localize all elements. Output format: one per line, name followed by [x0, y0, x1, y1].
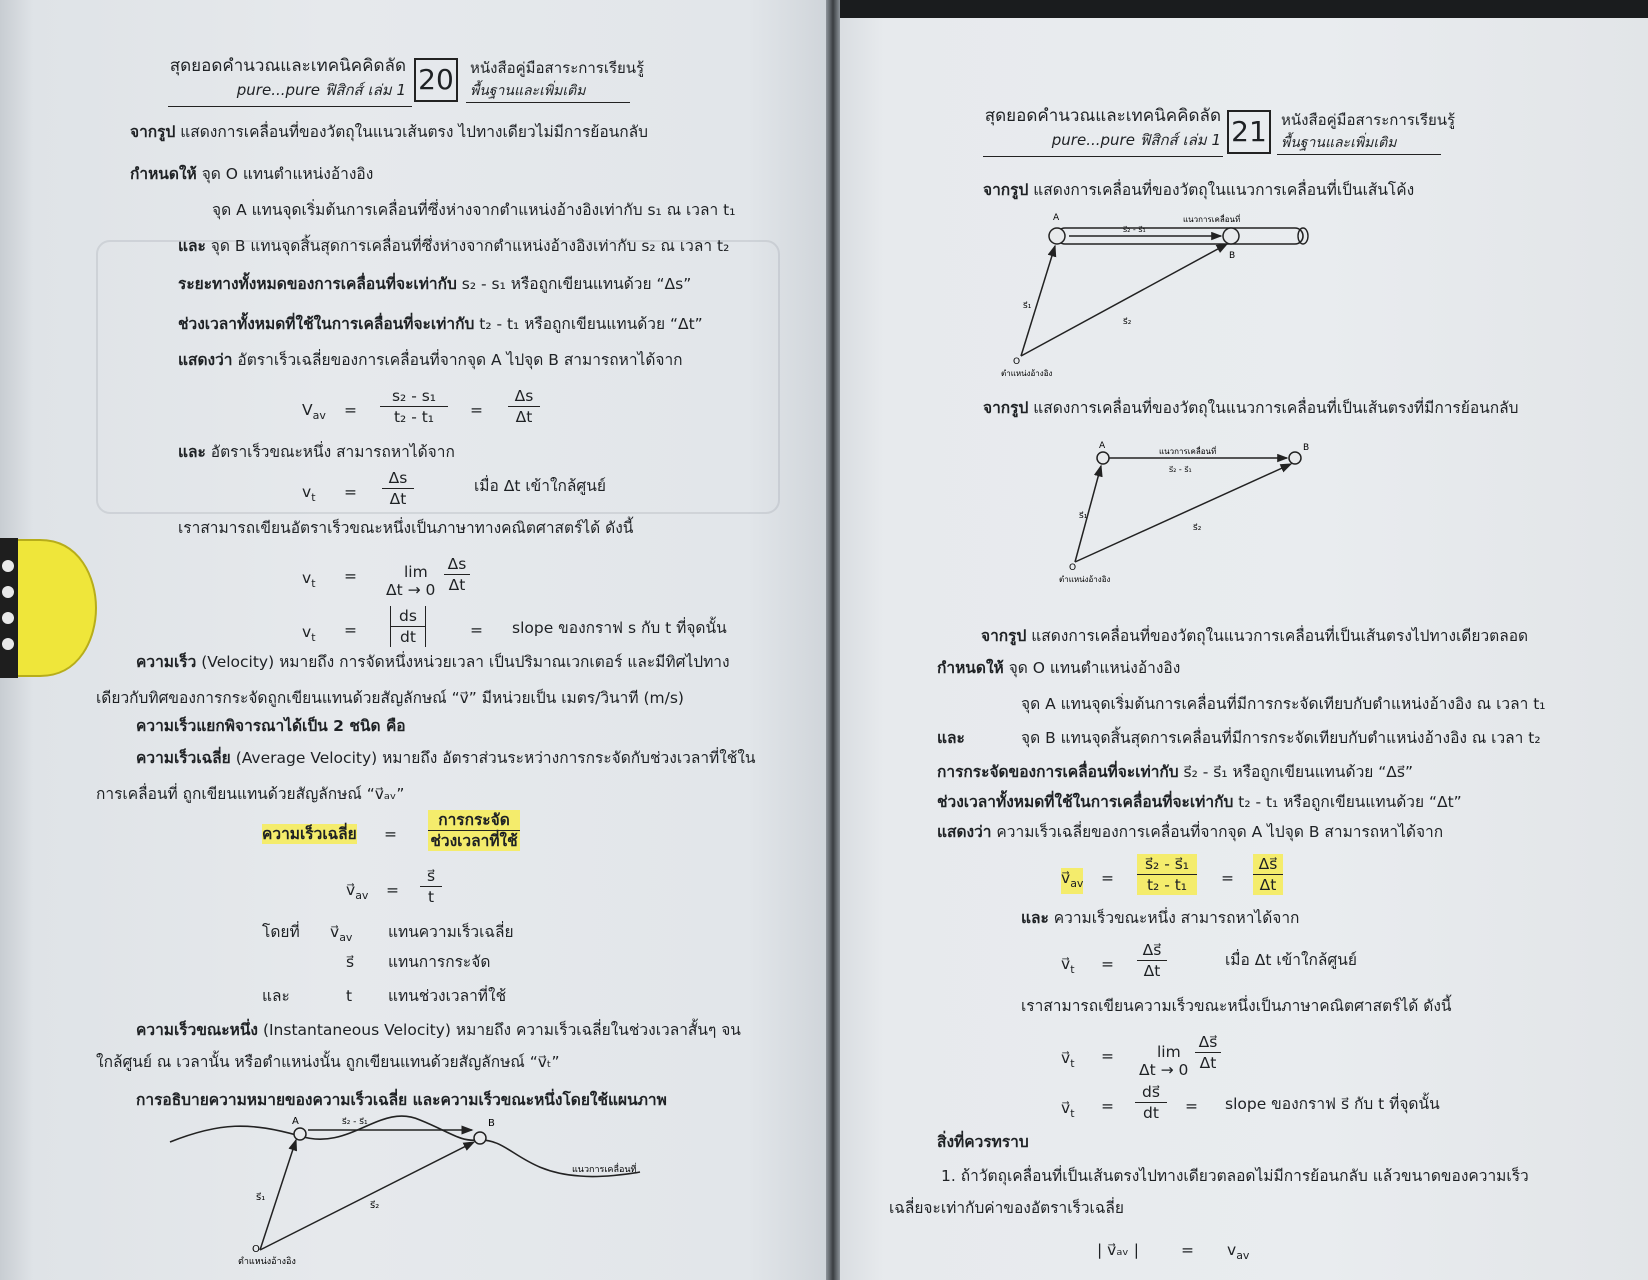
slope-text: slope ของกราฟ s⃗ กับ t ที่จุดนั้น — [1225, 1095, 1440, 1113]
equals-sign: = — [1101, 1047, 1114, 1065]
text-run: เราสามารถเขียนอัตราเร็วขณะหนึ่งเป็นภาษาทางคณิตศาสตร์ได้ ดังนี้ — [178, 519, 634, 537]
point-b — [474, 1132, 486, 1144]
equals-sign: = — [344, 567, 357, 585]
label-s2: s⃗₂ — [370, 1200, 380, 1211]
equals-sign: = — [470, 401, 483, 419]
text-line — [1021, 694, 1546, 714]
label-reference: ตำแหน่งอ้างอิง — [1059, 575, 1111, 584]
lim-subscript: Δt → 0 — [1139, 1061, 1189, 1079]
text-run: จุด A แทนจุดเริ่มต้นการเคลื่อนที่ซึ่งห่างจากตำแหน่งอ้างอิงเท่ากับ s₁ ณ เวลา t₁ — [212, 201, 736, 219]
header-rule-left — [983, 156, 1223, 157]
vt-vector: $v⃗_t$ — [1061, 1049, 1075, 1070]
label-s1: s⃗₁ — [256, 1192, 266, 1203]
lim-word: lim — [404, 563, 428, 581]
text-line — [1021, 728, 1541, 748]
point-a — [1097, 452, 1109, 464]
header-rule-left — [168, 106, 412, 107]
label-path: แนวการเคลื่อนที่ — [572, 1165, 637, 1175]
text-line — [1021, 996, 1452, 1016]
point-a — [1049, 228, 1065, 244]
vav-vector: $v⃗_{av}$ — [1061, 868, 1083, 894]
bold-run: และ — [178, 237, 206, 255]
caption-curved — [983, 180, 1414, 200]
label-s2-s1: s⃗₂ - s⃗₁ — [342, 1117, 368, 1127]
fraction-ds-dt: $\frac{\Delta s}{\Delta t}$ — [508, 386, 540, 427]
equals-sign: = — [384, 825, 397, 843]
text-run: แสดงการเคลื่อนที่ของวัตถุในแนวการเคลื่อนที่เป็นเส้นโค้ง — [1028, 181, 1415, 199]
abs-vav: | v⃗ₐᵥ | — [1097, 1241, 1140, 1259]
text-run: เดียวกับทิศของการกระจัดถูกเขียนแทนด้วยสัญลักษณ์ “v⃗” มีหน่วยเป็น เมตร/วินาที (m/s) — [96, 689, 684, 707]
bold-run: จากรูป — [983, 399, 1029, 417]
label-s1: s⃗₁ — [1023, 301, 1032, 311]
bold-run: ความเร็วเฉลี่ย — [136, 749, 231, 767]
text-run: จุด O แทนตำแหน่งอ้างอิง — [196, 165, 374, 183]
curved-path-diagram — [160, 1112, 680, 1267]
text-run: (Average Velocity) หมายถึง อัตราส่วนระหว่างการกระจัดกับช่วงเวลาที่ใช้ใน — [230, 749, 756, 767]
book-gutter — [826, 0, 840, 1280]
displacement-over-time: การกระจัด ช่วงเวลาที่ใช้ — [428, 810, 520, 851]
bold-run: การกระจัดของการเคลื่อนที่จะเท่ากับ — [937, 763, 1179, 781]
text-line — [937, 762, 1413, 782]
bold-run: แสดงว่า — [178, 351, 233, 369]
text-run: s⃗₂ - s⃗₁ หรือถูกเขียนแทนด้วย “Δs⃗” — [1178, 763, 1414, 781]
fraction-s-over-t: $\frac{s⃗}{t}$ — [420, 866, 442, 907]
equals-sign: = — [1221, 869, 1234, 887]
curved-tube-diagram — [1001, 198, 1385, 388]
binder-clip — [0, 538, 96, 678]
text-run: ความเร็วเฉลี่ยของการเคลื่อนที่จากจุด A ไปจุด B สามารถหาได้จาก — [991, 823, 1444, 841]
straight-reverse-diagram — [1059, 441, 1399, 592]
text-run: จุด B แทนจุดสิ้นสุดการเคลื่อนที่ซึ่งห่างจากตำแหน่งอ้างอิงเท่ากับ s₂ ณ เวลา t₂ — [205, 237, 730, 255]
fraction-ds-dt: $\frac{\Delta s⃗}{\Delta t}$ — [1137, 940, 1167, 981]
header-book-sub: พื้นฐานและเพิ่มเติม — [1281, 135, 1397, 151]
bold-run: จากรูป — [130, 123, 176, 141]
and-label: และ — [262, 987, 290, 1005]
text-run: แสดงการเคลื่อนที่ของวัตถุในแนวการเคลื่อนที่เป็นเส้นตรงที่มีการย้อนกลับ — [1028, 399, 1519, 417]
label-a: A — [1099, 441, 1106, 451]
caption-straight — [981, 626, 1528, 646]
text-line — [889, 1198, 1124, 1218]
text-line — [212, 200, 735, 220]
point-b — [1289, 452, 1301, 464]
bold-run: จากรูป — [983, 181, 1029, 199]
label-a: A — [292, 1116, 299, 1127]
label-o: O — [252, 1244, 260, 1255]
text-run: การเคลื่อนที่ ถูกเขียนแทนด้วยสัญลักษณ์ “v⃗ₐᵥ” — [96, 785, 405, 803]
t-symbol: t — [346, 987, 353, 1005]
label-reference: ตำแหน่งอ้างอิง — [238, 1257, 296, 1267]
text-run: เฉลี่ยจะเท่ากับค่าของอัตราเร็วเฉลี่ย — [889, 1199, 1124, 1217]
text-line — [96, 784, 404, 804]
label-s2: s⃗₂ — [1123, 317, 1132, 327]
bold-run: ระยะทางทั้งหมดของการเคลื่อนที่จะเท่ากับ — [178, 275, 457, 293]
vt-symbol: $v_t$ — [302, 569, 316, 590]
bold-run: และ — [937, 729, 965, 747]
bold-run: ความเร็ว — [136, 653, 197, 671]
vav-symbol: $V_{av}$ — [302, 401, 326, 422]
text-run: (Velocity) หมายถึง การจัดหนึ่งหน่วยเวลา เป็นปริมาณเวกเตอร์ และมีทิศไปทาง — [196, 653, 730, 671]
label-b: B — [1229, 251, 1236, 261]
text-line — [96, 688, 684, 708]
equals-sign: = — [344, 483, 357, 501]
motion-path — [170, 1116, 640, 1177]
text-line — [130, 164, 373, 184]
text-line — [178, 314, 703, 334]
vt-symbol: $v_t$ — [302, 483, 316, 504]
text-run: เราสามารถเขียนความเร็วขณะหนึ่งเป็นภาษาคณิตศาสตร์ได้ ดังนี้ — [1021, 997, 1452, 1015]
header-title: สุดยอดคำนวณและเทคนิคคิดลัด — [984, 106, 1221, 126]
equals-sign: = — [344, 401, 357, 419]
text-run: จุด A แทนจุดเริ่มต้นการเคลื่อนที่มีการกระจัดเทียบกับตำแหน่งอ้างอิง ณ เวลา t₁ — [1021, 695, 1546, 713]
text-run: s₂ - s₁ หรือถูกเขียนแทนด้วย “Δs” — [456, 275, 692, 293]
bold-run: การอธิบายความหมายของความเร็วเฉลี่ย และความเร็วขณะหนึ่งโดยใช้แผนภาพ — [136, 1091, 667, 1109]
text-run: (Instantaneous Velocity) หมายถึง ความเร็วเฉลี่ยในช่วงเวลาสั้นๆ จน — [258, 1021, 741, 1039]
text-line — [178, 442, 455, 462]
bold-run: ความเร็วแยกพิจารณาได้เป็น 2 ชนิด คือ — [136, 717, 406, 735]
header-subtitle: pure...pure ฟิสิกส์ เล่ม 1 — [236, 81, 406, 99]
text-line — [937, 792, 1462, 812]
text-run: จุด B แทนจุดสิ้นสุดการเคลื่อนที่มีการกระจัดเทียบกับตำแหน่งอ้างอิง ณ เวลา t₂ — [1021, 729, 1541, 747]
bold-run: จากรูป — [981, 627, 1027, 645]
text-line — [178, 236, 729, 256]
text-run: อัตราเร็วขณะหนึ่ง สามารถหาได้จาก — [205, 443, 455, 461]
header-title: สุดยอดคำนวณและเทคนิคคิดลัด — [169, 56, 406, 76]
text-line — [130, 122, 648, 142]
def-t: แทนช่วงเวลาที่ใช้ — [388, 987, 507, 1005]
equals-sign: = — [1185, 1097, 1198, 1115]
text-line — [136, 716, 406, 736]
header-book: หนังสือคู่มือสาระการเรียนรู้ — [470, 59, 645, 77]
equals-sign: = — [470, 621, 483, 639]
vav-scalar: $v_{av}$ — [1227, 1241, 1250, 1262]
text-run: จุด O แทนตำแหน่งอ้างอิง — [1003, 659, 1181, 677]
label-b: B — [1303, 443, 1310, 453]
right-page — [835, 18, 1648, 1280]
point-a — [294, 1128, 306, 1140]
equals-sign: = — [1101, 869, 1114, 887]
bold-run: กำหนดให้ — [937, 659, 1004, 677]
bold-run: แสดงว่า — [937, 823, 992, 841]
equals-sign: = — [1101, 955, 1114, 973]
equals-sign: = — [344, 621, 357, 639]
vt-symbol: $v_t$ — [302, 623, 316, 644]
def-vav: แทนความเร็วเฉลี่ย — [388, 923, 514, 941]
label-s2-s1: s⃗₂ - s⃗₁ — [1123, 225, 1146, 234]
equals-sign: = — [386, 881, 399, 899]
text-run: t₂ - t₁ หรือถูกเขียนแทนด้วย “Δt” — [1233, 793, 1462, 811]
label-o: O — [1013, 357, 1021, 367]
vector-s2 — [260, 1142, 474, 1250]
vt-vector: $v⃗_t$ — [1061, 1099, 1075, 1120]
when-dt-zero: เมื่อ Δt เข้าใกล้ศูนย์ — [1225, 951, 1357, 969]
text-line — [937, 728, 965, 748]
avg-velocity-label: ความเร็วเฉลี่ย — [262, 825, 357, 843]
header-rule-right — [1277, 154, 1441, 155]
text-line — [178, 518, 633, 538]
vt-vector: $v⃗_t$ — [1061, 955, 1075, 976]
slope-text: slope ของกราฟ s กับ t ที่จุดนั้น — [512, 619, 727, 637]
fraction-s-over-t: $\frac{\text{s₂ - s₁}}{\text{t₂ - t₁}}$ — [380, 386, 448, 427]
bold-run: สิ่งที่ควรทราบ — [937, 1133, 1029, 1151]
text-run: 1. ถ้าวัตถุเคลื่อนที่เป็นเส้นตรงไปทางเดียวตลอดไม่มีการย้อนกลับ แล้วขนาดของความเร็ว — [941, 1167, 1529, 1185]
bold-run: และ — [1021, 909, 1049, 927]
page-number: 21 — [1227, 110, 1271, 154]
point-b — [1223, 228, 1239, 244]
fraction-ds-dt: $\frac{ds⃗}{dt}$ — [1135, 1082, 1167, 1123]
section-heading — [937, 1132, 1029, 1152]
lim-word: lim — [1157, 1043, 1181, 1061]
text-run: แสดงการเคลื่อนที่ของวัตถุในแนวการเคลื่อนที่เป็นเส้นตรงไปทางเดียวตลอด — [1026, 627, 1529, 645]
label-reference: ตำแหน่งอ้างอิง — [1001, 369, 1053, 378]
abs-fraction-ds-dt: $\frac{ds}{dt}$ — [390, 606, 426, 647]
text-line — [136, 1020, 741, 1040]
text-line — [937, 822, 1443, 842]
fraction-s-over-t: $\frac{\text{s⃗₂ - s⃗₁}}{\text{t₂ - t₁}}$ — [1137, 854, 1197, 895]
fraction-ds-dt: $\frac{\Delta s}{\Delta t}$ — [382, 468, 414, 509]
text-line — [178, 274, 691, 294]
vav-vector: $v⃗_{av}$ — [330, 923, 353, 944]
bold-run: กำหนดให้ — [130, 165, 197, 183]
fraction-ds-dt: $\frac{\Delta s⃗}{\Delta t}$ — [1195, 1032, 1221, 1073]
bold-run: ช่วงเวลาทั้งหมดที่ใช้ในการเคลื่อนที่จะเท่ากับ — [178, 315, 475, 333]
fraction-ds-dt: $\frac{\Delta s}{\Delta t}$ — [444, 554, 470, 595]
text-run: แสดงการเคลื่อนที่ของวัตถุในแนวเส้นตรง ไปทางเดียวไม่มีการย้อนกลับ — [175, 123, 649, 141]
label-s1: s⃗₁ — [1079, 511, 1088, 521]
equals-sign: = — [1181, 1241, 1194, 1259]
caption-reverse — [983, 398, 1518, 418]
header-subtitle: pure...pure ฟิสิกส์ เล่ม 1 — [1051, 131, 1221, 149]
text-line — [1021, 908, 1299, 928]
vector-s1 — [260, 1140, 296, 1250]
text-run: ใกล้ศูนย์ ณ เวลานั้น หรือตำแหน่งนั้น ถูกเขียนแทนด้วยสัญลักษณ์ “v⃗ₜ” — [96, 1053, 560, 1071]
page-number: 20 — [414, 58, 458, 102]
text-run: t₂ - t₁ หรือถูกเขียนแทนด้วย “Δt” — [474, 315, 703, 333]
text-line — [96, 1052, 560, 1072]
bold-run: ความเร็วขณะหนึ่ง — [136, 1021, 259, 1039]
text-line — [937, 658, 1180, 678]
text-line — [178, 350, 683, 370]
text-run: ความเร็วขณะหนึ่ง สามารถหาได้จาก — [1048, 909, 1300, 927]
label-s2: s⃗₂ — [1193, 523, 1202, 533]
bold-run: ช่วงเวลาทั้งหมดที่ใช้ในการเคลื่อนที่จะเท่ากับ — [937, 793, 1234, 811]
text-line — [941, 1166, 1529, 1186]
lim-subscript: Δt → 0 — [386, 581, 436, 599]
text-line — [136, 652, 730, 672]
label-b: B — [488, 1118, 495, 1129]
label-a: A — [1053, 213, 1060, 223]
header-rule-right — [466, 102, 630, 103]
header-book: หนังสือคู่มือสาระการเรียนรู้ — [1281, 111, 1456, 129]
equals-sign: = — [1101, 1097, 1114, 1115]
label-s2-s1: s⃗₂ - s⃗₁ — [1169, 465, 1192, 474]
def-s: แทนการกระจัด — [388, 953, 491, 971]
vector-s2 — [1075, 464, 1291, 562]
text-line — [136, 748, 756, 768]
label-o: O — [1069, 563, 1077, 573]
where-label: โดยที่ — [262, 923, 300, 941]
s-vector: s⃗ — [346, 953, 355, 971]
header-book-sub: พื้นฐานและเพิ่มเติม — [470, 83, 586, 99]
when-dt-zero: เมื่อ Δt เข้าใกล้ศูนย์ — [474, 477, 606, 495]
fraction-ds-dt: $\frac{\Delta s⃗}{\Delta t}$ — [1253, 854, 1283, 895]
vector-s2 — [1021, 244, 1227, 356]
bold-run: และ — [178, 443, 206, 461]
label-path: แนวการเคลื่อนที่ — [1159, 447, 1217, 456]
label-path: แนวการเคลื่อนที่ — [1183, 215, 1241, 224]
vav-vector: $v⃗_{av}$ — [346, 881, 369, 902]
text-run: อัตราเร็วเฉลี่ยของการเคลื่อนที่จากจุด A ไปจุด B สามารถหาได้จาก — [232, 351, 683, 369]
text-line — [136, 1090, 667, 1110]
